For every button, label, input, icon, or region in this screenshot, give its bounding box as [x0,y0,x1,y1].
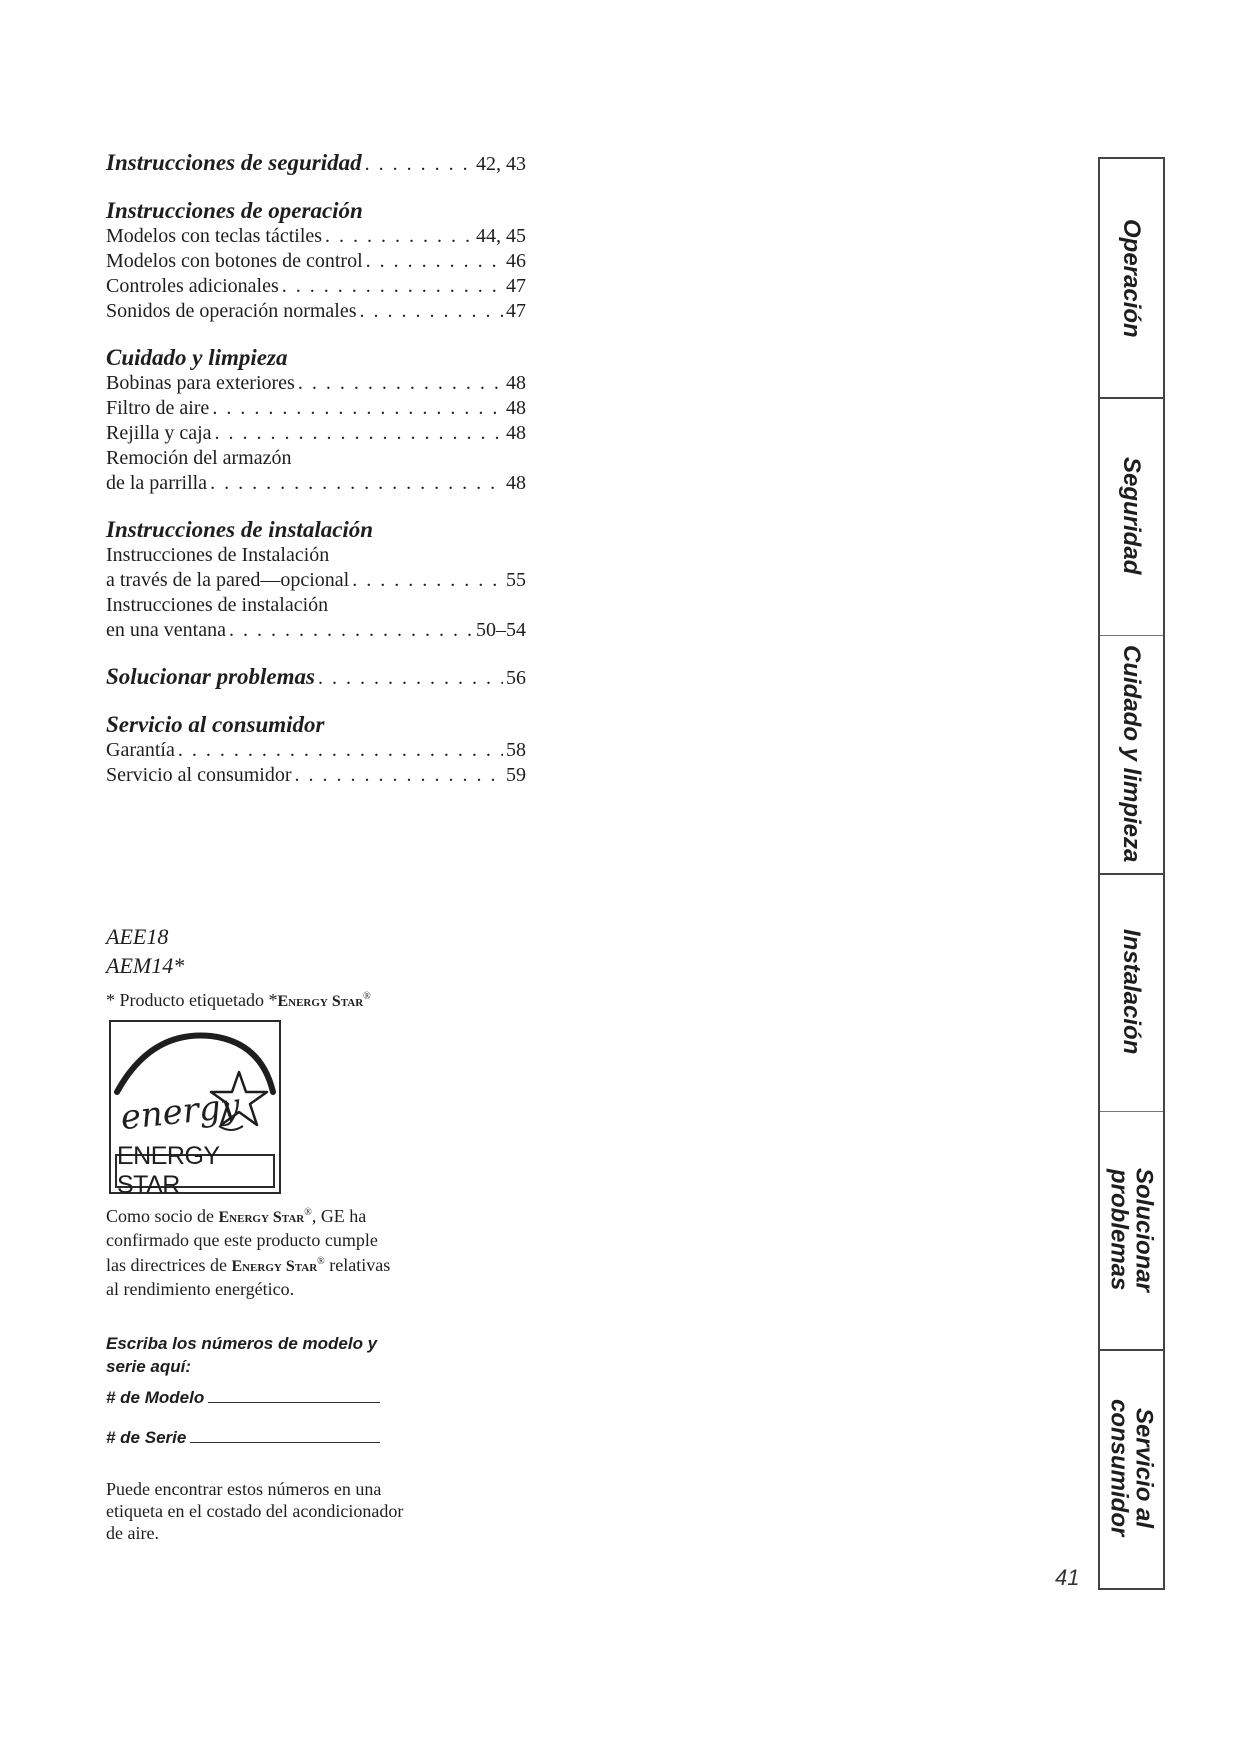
tab-problemas[interactable] [1100,1111,1163,1349]
toc-entry[interactable] [106,763,526,788]
toc-entry[interactable] [106,618,526,643]
toc-section-operacion [106,198,526,324]
leader-dots [178,738,503,763]
toc-entry-label: Servicio al consumidor [106,764,292,786]
toc-entry-problemas[interactable] [106,664,526,691]
footnote-text: * Producto etiquetado * [106,990,278,1010]
toc-entry-label: Bobinas para exteriores [106,372,295,394]
energy-star-label: ENERGY STAR [115,1154,275,1188]
toc-entry-label: de la parrilla [106,472,208,494]
model-list [106,922,184,980]
toc-entry-label: Garantía [106,739,175,761]
tab-label: Solucionar problemas [1105,1167,1158,1293]
tab-label: Instalación [1118,929,1145,1055]
toc-title-servicio: Servicio al consumidor [106,712,325,737]
model-number-field[interactable] [106,1388,380,1408]
find-numbers-note: Puede encontrar estos números en una etiqueta en el costado del acondicionador de aire. [106,1479,404,1543]
energy-star-brand: Energy Star [277,993,364,1010]
tab-servicio[interactable] [1100,1349,1163,1587]
leader-dots [229,618,473,643]
page-number: 41 [1055,1565,1080,1590]
tab-seguridad[interactable] [1100,397,1163,635]
toc-entry-label: Sonidos de operación normales [106,300,357,322]
leader-dots [298,371,503,396]
toc-title-seguridad: Instrucciones de seguridad [106,150,362,175]
toc-entry-page: 47 [506,275,526,297]
toc-entry-page: 48 [506,422,526,444]
serial-field-label: # de Serie [106,1428,187,1447]
toc-entry-page: 50–54 [476,619,526,641]
toc-section-seguridad [106,150,526,177]
toc-entry-page: 48 [506,397,526,419]
model-field-label: # de Modelo [106,1388,205,1407]
toc-title-instalacion: Instrucciones de instalación [106,517,374,542]
energy-star-footnote [106,990,371,1011]
leader-dots [318,665,503,691]
registered-mark: ® [363,991,371,1002]
toc-section-instalacion [106,517,526,643]
tab-label: Seguridad [1118,457,1145,575]
toc-entry[interactable] [106,274,526,299]
serial-number-field[interactable] [106,1428,380,1448]
energy-star-partner-text [106,1202,396,1300]
serial-field-line[interactable] [190,1441,380,1443]
toc-entry-page: 59 [506,764,526,786]
toc-entry-page: 46 [506,250,526,272]
toc-section-servicio [106,712,526,788]
toc-entry-label: Controles adicionales [106,275,279,297]
model-field-line[interactable] [208,1401,380,1403]
leader-dots [325,224,473,249]
toc-entry[interactable] [106,421,526,446]
toc-entry-label: Modelos con teclas táctiles [106,225,323,247]
energy-script: energy [118,1085,242,1139]
partner-text: , [311,1206,317,1226]
table-of-contents [106,150,526,809]
energy-star-brand: Energy Star [218,1209,305,1226]
toc-entry-seguridad[interactable] [106,150,526,177]
toc-entry-label-line1: Instrucciones de Instalación [106,544,330,566]
partner-text: Como socio de [106,1206,219,1226]
toc-section-cuidado [106,345,526,496]
model-number: AEM14* [106,953,185,978]
registered-mark: ® [304,1207,312,1218]
leader-dots [215,421,503,446]
toc-title-problemas: Solucionar problemas [106,664,315,689]
section-tabs [1098,157,1165,1590]
leader-dots [210,471,503,496]
toc-entry[interactable] [106,568,526,593]
leader-dots [282,274,503,299]
model-number: AEE18 [106,924,169,949]
toc-entry-page: 48 [506,372,526,394]
toc-entry-page: 48 [506,472,526,494]
leader-dots [366,249,503,274]
toc-entry-page: 58 [506,739,526,761]
leader-dots [352,568,503,593]
energy-star-brand: Energy Star [231,1258,318,1275]
toc-title-operacion: Instrucciones de operación [106,198,363,223]
toc-entry-label: en una ventana [106,619,226,641]
toc-entry-label-line1: Remoción del armazón [106,447,292,469]
toc-entry[interactable] [106,371,526,396]
toc-entry-label: Filtro de aire [106,397,210,419]
energy-star-emblem-icon [111,1022,279,1154]
toc-entry-label: Rejilla y caja [106,422,212,444]
toc-entry-page: 55 [506,569,526,591]
tab-cuidado[interactable] [1100,635,1163,873]
partner-text: GE ha confirmado que este producto cumple las directrices de [106,1206,378,1275]
partner-text: relativas al rendimiento energético. [106,1255,391,1299]
toc-entry-label: a través de la pared—opcional [106,569,350,591]
leader-dots [365,151,473,177]
tab-label: Servicio al consumidor [1105,1399,1158,1537]
toc-entry-label: Modelos con botones de control [106,250,363,272]
leader-dots [360,299,504,324]
toc-entry[interactable] [106,224,526,249]
tab-label: Cuidado y limpieza [1118,645,1145,863]
energy-star-logo [109,1020,281,1199]
toc-page-seguridad: 42, 43 [476,153,526,175]
tab-instalacion[interactable] [1100,873,1163,1111]
toc-entry-page: 44, 45 [476,225,526,247]
toc-entry[interactable] [106,738,526,763]
toc-section-problemas [106,664,526,691]
leader-dots [212,396,503,421]
tab-operacion[interactable] [1100,159,1163,397]
toc-entry[interactable] [106,396,526,421]
toc-entry[interactable] [106,249,526,274]
registered-mark: ® [317,1256,325,1267]
toc-title-cuidado: Cuidado y limpieza [106,345,288,370]
toc-entry[interactable] [106,471,526,496]
toc-entry-label-line1: Instrucciones de instalación [106,594,329,616]
tab-label: Operación [1118,218,1145,338]
leader-dots [295,763,503,788]
toc-entry-page: 47 [506,300,526,322]
toc-page-problemas: 56 [506,667,526,689]
record-heading: Escriba los números de modelo y serie aquí: [106,1334,378,1376]
toc-entry[interactable] [106,299,526,324]
